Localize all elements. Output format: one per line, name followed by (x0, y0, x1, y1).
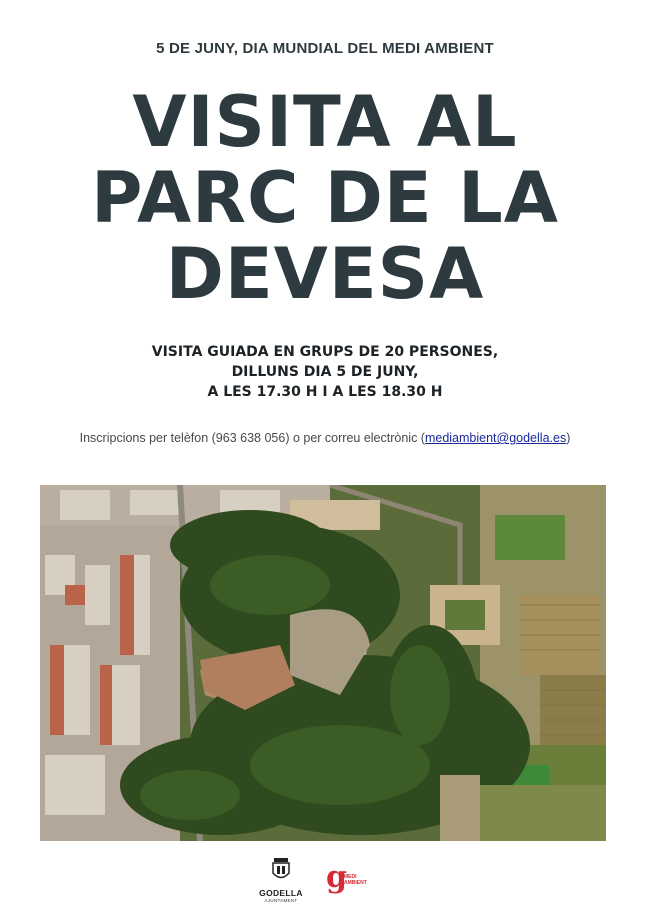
coat-of-arms-icon (271, 858, 291, 882)
godella-sub: AJUNTAMENT (264, 898, 298, 903)
godella-logo (250, 858, 312, 906)
visit-details (0, 342, 650, 402)
title-line-1: VISITA AL (132, 81, 518, 163)
medi-line-2: AMBIENT (344, 880, 367, 886)
medi-ambient-logo (326, 860, 376, 900)
details-line-1: VISITA GUIADA EN GRUPS DE 20 PERSONES, (151, 344, 499, 360)
medi-line-1: MEDI (344, 874, 357, 880)
page-title (0, 81, 650, 315)
registration-text: Inscripcions per telèfon (963 638 056) o per correu electrònic ( (79, 431, 425, 445)
title-line-3: DEVESA (165, 233, 485, 315)
aerial-photo-park-icon (40, 485, 606, 841)
godella-name: GODELLA (259, 888, 303, 898)
registration-suffix: ) (566, 431, 571, 445)
sponsor-logos (0, 858, 650, 908)
event-date-line: 5 DE JUNY, DIA MUNDIAL DEL MEDI AMBIENT (156, 40, 494, 57)
medi-ambient-glyph: g (326, 860, 347, 895)
details-line-3: A LES 17.30 H I A LES 18.30 H (207, 384, 443, 400)
title-line-2: PARC DE LA (91, 157, 559, 239)
details-line-2: DILLUNS DIA 5 DE JUNY, (231, 364, 419, 380)
email-link[interactable]: mediambient@godella.es (424, 431, 567, 445)
medi-ambient-text (344, 874, 367, 886)
registration-info (0, 431, 650, 445)
aerial-photo (40, 485, 606, 841)
